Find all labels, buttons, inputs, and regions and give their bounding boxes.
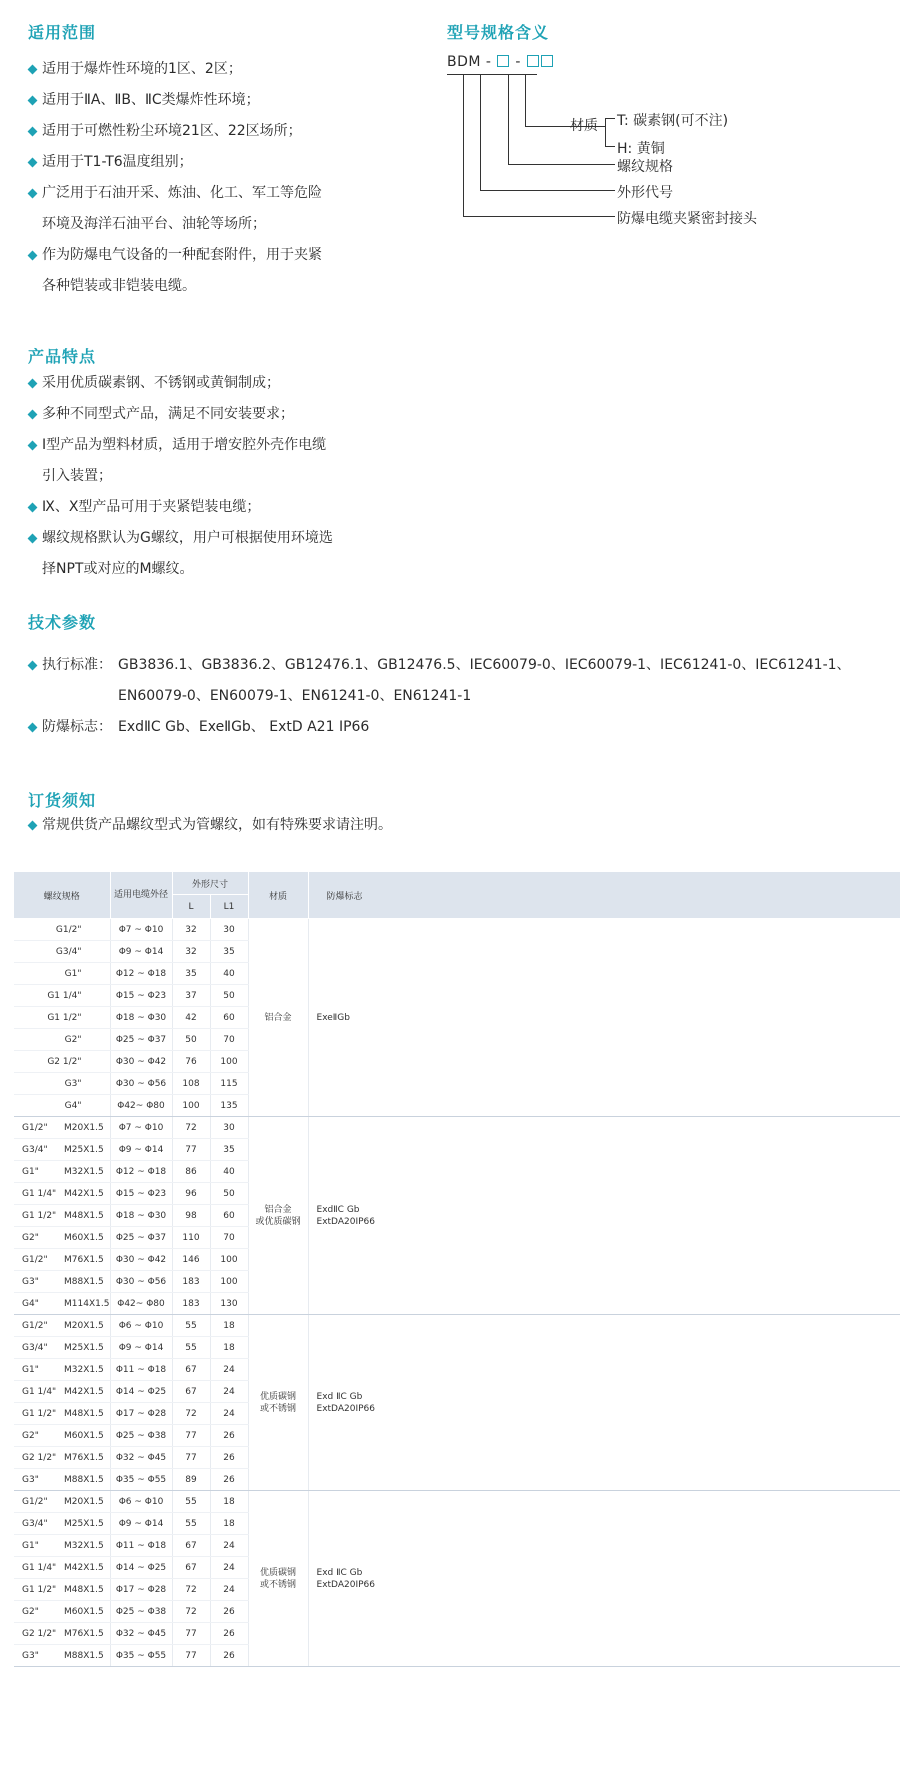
shape-code-label: 外形代号 (617, 185, 673, 201)
l1-cell: 130 (210, 1293, 248, 1315)
thread-cell: G3" M88X1.5 (14, 1271, 110, 1293)
cable-od-cell: Φ32 ~ Φ45 (110, 1623, 172, 1645)
l1-cell: 24 (210, 1403, 248, 1425)
l-cell: 50 (172, 1029, 210, 1051)
l1-cell: 24 (210, 1579, 248, 1601)
l1-cell: 70 (210, 1029, 248, 1051)
material-cell: 优质碳钢 或不锈钢 (248, 1491, 308, 1667)
cable-od-cell: Φ35 ~ Φ55 (110, 1469, 172, 1491)
standard-row (28, 650, 851, 681)
l1-cell: 18 (210, 1513, 248, 1535)
cable-od-cell: Φ42~ Φ80 (110, 1293, 172, 1315)
list-item: 螺纹规格默认为G螺纹，用户可根据使用环境选 择NPT或对应的M螺纹。 (28, 523, 333, 585)
cable-od-cell: Φ18 ~ Φ30 (110, 1205, 172, 1227)
thread-cell: G4" M114X1.5 (14, 1293, 110, 1315)
l1-cell: 30 (210, 1117, 248, 1139)
cable-od-cell: Φ30 ~ Φ42 (110, 1051, 172, 1073)
material-cell: 铝合金 (248, 919, 308, 1117)
cable-od-cell: Φ6 ~ Φ10 (110, 1491, 172, 1513)
cable-od-cell: Φ30 ~ Φ42 (110, 1249, 172, 1271)
thread-cell: G1/2" M20X1.5 (14, 1117, 110, 1139)
l-cell: 67 (172, 1381, 210, 1403)
cable-od-cell: Φ7 ~ Φ10 (110, 919, 172, 941)
l1-cell: 100 (210, 1271, 248, 1293)
l1-cell: 24 (210, 1359, 248, 1381)
ex-mark-cell: ExdⅡC Gb ExtDA20IP66 (308, 1117, 900, 1315)
l1-cell: 26 (210, 1623, 248, 1645)
model-code-prefix: BDM (447, 54, 481, 70)
cable-od-cell: Φ6 ~ Φ10 (110, 1315, 172, 1337)
model-code: BDM - - (447, 54, 554, 70)
cable-od-cell: Φ9 ~ Φ14 (110, 941, 172, 963)
material-cell: 优质碳钢 或不锈钢 (248, 1315, 308, 1491)
scope-list (28, 54, 322, 302)
table-row (14, 1315, 900, 1337)
bullet-diamond-icon (28, 251, 38, 261)
thread-cell: G1 1/2" M48X1.5 (14, 1579, 110, 1601)
cable-od-cell: Φ11 ~ Φ18 (110, 1535, 172, 1557)
l1-cell: 30 (210, 919, 248, 941)
cable-od-cell: Φ9 ~ Φ14 (110, 1337, 172, 1359)
header-dims: 外形尺寸 (172, 872, 248, 895)
l-cell: 100 (172, 1095, 210, 1117)
thread-cell: G3/4" M25X1.5 (14, 1139, 110, 1161)
l-cell: 55 (172, 1491, 210, 1513)
cable-od-cell: Φ25 ~ Φ37 (110, 1227, 172, 1249)
thread-spec-label: 螺纹规格 (617, 159, 673, 175)
thread-cell: G1/2" (14, 919, 110, 941)
cable-od-cell: Φ15 ~ Φ23 (110, 985, 172, 1007)
l-cell: 72 (172, 1579, 210, 1601)
table-row (14, 1117, 900, 1139)
bullet-diamond-icon (28, 189, 38, 199)
l1-cell: 24 (210, 1381, 248, 1403)
list-item: 作为防爆电气设备的一种配套附件，用于夹紧 各种铠装或非铠装电缆。 (28, 240, 322, 302)
l1-cell: 135 (210, 1095, 248, 1117)
header-material: 材质 (248, 872, 308, 919)
l-cell: 86 (172, 1161, 210, 1183)
cable-od-cell: Φ30 ~ Φ56 (110, 1271, 172, 1293)
tech-title: 技术参数 (28, 613, 97, 632)
model-title: 型号规格含义 (447, 23, 550, 42)
thread-cell: G1/2" M76X1.5 (14, 1249, 110, 1271)
l1-cell: 18 (210, 1337, 248, 1359)
l-cell: 77 (172, 1447, 210, 1469)
thread-cell: G1 1/2" M48X1.5 (14, 1403, 110, 1425)
thread-cell: G1 1/4" (14, 985, 110, 1007)
list-item: 多种不同型式产品，满足不同安装要求； (28, 399, 333, 430)
thread-cell: G3/4" M25X1.5 (14, 1513, 110, 1535)
thread-cell: G1" M32X1.5 (14, 1359, 110, 1381)
l-cell: 146 (172, 1249, 210, 1271)
l1-cell: 60 (210, 1007, 248, 1029)
cable-od-cell: Φ17 ~ Φ28 (110, 1403, 172, 1425)
l1-cell: 24 (210, 1535, 248, 1557)
model-diagram (447, 50, 867, 250)
thread-cell: G2" M60X1.5 (14, 1227, 110, 1249)
l-cell: 183 (172, 1293, 210, 1315)
list-item: 适用于ⅡA、ⅡB、ⅡC类爆炸性环境； (28, 85, 322, 116)
l-cell: 55 (172, 1337, 210, 1359)
cable-od-cell: Φ42~ Φ80 (110, 1095, 172, 1117)
cable-od-cell: Φ11 ~ Φ18 (110, 1359, 172, 1381)
list-item: 采用优质碳素钢、不锈钢或黄铜制成； (28, 368, 333, 399)
l-cell: 32 (172, 941, 210, 963)
cable-od-cell: Φ14 ~ Φ25 (110, 1557, 172, 1579)
cable-od-cell: Φ9 ~ Φ14 (110, 1139, 172, 1161)
order-title: 订货须知 (28, 791, 97, 810)
l1-cell: 26 (210, 1601, 248, 1623)
cable-od-cell: Φ30 ~ Φ56 (110, 1073, 172, 1095)
cable-od-cell: Φ25 ~ Φ38 (110, 1601, 172, 1623)
l-cell: 55 (172, 1315, 210, 1337)
cable-od-cell: Φ12 ~ Φ18 (110, 1161, 172, 1183)
cable-od-cell: Φ9 ~ Φ14 (110, 1513, 172, 1535)
thread-cell: G1 1/2" (14, 1007, 110, 1029)
thread-cell: G3/4" M25X1.5 (14, 1337, 110, 1359)
material-t: T: 碳素钢(可不注) (617, 113, 729, 129)
material-box-icon (541, 55, 553, 67)
table-row (14, 1491, 900, 1513)
cable-od-cell: Φ18 ~ Φ30 (110, 1007, 172, 1029)
bullet-diamond-icon (28, 65, 38, 75)
l1-cell: 35 (210, 1139, 248, 1161)
thread-cell: G2 1/2" (14, 1051, 110, 1073)
header-thread: 螺纹规格 (14, 872, 110, 919)
l1-cell: 18 (210, 1491, 248, 1513)
list-item: I型产品为塑料材质，适用于增安腔外壳作电缆 引入装置； (28, 430, 333, 492)
l1-cell: 100 (210, 1051, 248, 1073)
list-item: 适用于T1-T6温度组别； (28, 147, 322, 178)
bullet-diamond-icon (28, 534, 38, 544)
thread-cell: G2" M60X1.5 (14, 1425, 110, 1447)
bullet-diamond-icon (28, 661, 38, 671)
cable-od-cell: Φ14 ~ Φ25 (110, 1381, 172, 1403)
thread-cell: G1/2" M20X1.5 (14, 1315, 110, 1337)
bullet-diamond-icon (28, 723, 38, 733)
product-name-label: 防爆电缆夹紧密封接头 (617, 211, 757, 227)
thread-cell: G3" (14, 1073, 110, 1095)
l1-cell: 18 (210, 1315, 248, 1337)
list-item: 广泛用于石油开采、炼油、化工、军工等危险 环境及海洋石油平台、油轮等场所； (28, 178, 322, 240)
shape-box-icon (497, 55, 509, 67)
thread-cell: G3/4" (14, 941, 110, 963)
table-row (14, 919, 900, 941)
material-h: H: 黄铜 (617, 141, 665, 157)
l1-cell: 26 (210, 1645, 248, 1667)
l-cell: 67 (172, 1359, 210, 1381)
l-cell: 76 (172, 1051, 210, 1073)
l1-cell: 115 (210, 1073, 248, 1095)
material-cell: 铝合金 或优质碳钢 (248, 1117, 308, 1315)
thread-cell: G2" (14, 1029, 110, 1051)
l-cell: 55 (172, 1513, 210, 1535)
l-cell: 77 (172, 1139, 210, 1161)
thread-cell: G2 1/2" M76X1.5 (14, 1623, 110, 1645)
list-item: Ⅸ、Ⅹ型产品可用于夹紧铠装电缆； (28, 492, 333, 523)
tech-params (28, 650, 851, 743)
l-cell: 35 (172, 963, 210, 985)
thread-cell: G1" M32X1.5 (14, 1161, 110, 1183)
l-cell: 67 (172, 1535, 210, 1557)
thread-box-icon (527, 55, 539, 67)
cable-od-cell: Φ35 ~ Φ55 (110, 1645, 172, 1667)
thread-cell: G2" M60X1.5 (14, 1601, 110, 1623)
standard-line-1: GB3836.1、GB3836.2、GB12476.1、GB12476.5、IEC60079-0、IEC60079-1、IEC61241-0、IEC61241-1、 (118, 657, 851, 673)
standard-label: 执行标准： (42, 657, 112, 673)
cable-od-cell: Φ7 ~ Φ10 (110, 1117, 172, 1139)
l-cell: 96 (172, 1183, 210, 1205)
thread-cell: G1 1/4" M42X1.5 (14, 1381, 110, 1403)
l1-cell: 60 (210, 1205, 248, 1227)
bullet-diamond-icon (28, 441, 38, 451)
ex-mark-row (28, 712, 851, 743)
l-cell: 77 (172, 1645, 210, 1667)
cable-od-cell: Φ32 ~ Φ45 (110, 1447, 172, 1469)
thread-cell: G1 1/4" M42X1.5 (14, 1557, 110, 1579)
scope-title: 适用范围 (28, 23, 97, 42)
thread-cell: G1 1/4" M42X1.5 (14, 1183, 110, 1205)
ex-mark-cell: Exd ⅡC Gb ExtDA20IP66 (308, 1491, 900, 1667)
features-title: 产品特点 (28, 347, 97, 366)
list-item: 适用于可燃性粉尘环境21区、22区场所； (28, 116, 322, 147)
l-cell: 67 (172, 1557, 210, 1579)
l1-cell: 40 (210, 963, 248, 985)
ex-mark-label: 防爆标志： (42, 719, 112, 735)
l1-cell: 50 (210, 985, 248, 1007)
ex-mark-cell: ExeⅡGb (308, 919, 900, 1117)
spec-table (14, 872, 900, 1667)
order-item: 常规供货产品螺纹型式为管螺纹，如有特殊要求请注明。 (28, 810, 392, 841)
l-cell: 98 (172, 1205, 210, 1227)
bullet-diamond-icon (28, 127, 38, 137)
ex-mark-value: ExdⅡC Gb、ExeⅡGb、 ExtD A21 IP66 (118, 719, 370, 735)
header-l: L (172, 895, 210, 919)
list-item: 适用于爆炸性环境的1区、2区； (28, 54, 322, 85)
cable-od-cell: Φ17 ~ Φ28 (110, 1579, 172, 1601)
thread-cell: G3" M88X1.5 (14, 1469, 110, 1491)
l1-cell: 26 (210, 1425, 248, 1447)
l-cell: 72 (172, 1601, 210, 1623)
standard-line-2: EN60079-0、EN60079-1、EN61241-0、EN61241-1 (118, 688, 472, 704)
bullet-diamond-icon (28, 158, 38, 168)
standard-row-2 (28, 681, 851, 712)
l-cell: 72 (172, 1117, 210, 1139)
l1-cell: 26 (210, 1447, 248, 1469)
bullet-diamond-icon (28, 821, 38, 831)
l1-cell: 50 (210, 1183, 248, 1205)
header-l1: L1 (210, 895, 248, 919)
l-cell: 42 (172, 1007, 210, 1029)
l1-cell: 40 (210, 1161, 248, 1183)
l-cell: 72 (172, 1403, 210, 1425)
thread-cell: G1" M32X1.5 (14, 1535, 110, 1557)
l-cell: 89 (172, 1469, 210, 1491)
l1-cell: 35 (210, 941, 248, 963)
header-cable-od: 适用电缆外径 (110, 872, 172, 919)
thread-cell: G4" (14, 1095, 110, 1117)
bullet-diamond-icon (28, 410, 38, 420)
l-cell: 77 (172, 1425, 210, 1447)
cable-od-cell: Φ15 ~ Φ23 (110, 1183, 172, 1205)
thread-cell: G1 1/2" M48X1.5 (14, 1205, 110, 1227)
l1-cell: 70 (210, 1227, 248, 1249)
thread-cell: G3" M88X1.5 (14, 1645, 110, 1667)
l-cell: 183 (172, 1271, 210, 1293)
bullet-diamond-icon (28, 96, 38, 106)
thread-cell: G1" (14, 963, 110, 985)
cable-od-cell: Φ12 ~ Φ18 (110, 963, 172, 985)
ex-mark-cell: Exd ⅡC Gb ExtDA20IP66 (308, 1315, 900, 1491)
l-cell: 37 (172, 985, 210, 1007)
spec-table-body (14, 919, 900, 1667)
order-list (28, 810, 392, 841)
l-cell: 110 (172, 1227, 210, 1249)
bullet-diamond-icon (28, 503, 38, 513)
thread-cell: G1/2" M20X1.5 (14, 1491, 110, 1513)
header-mark: 防爆标志 (308, 872, 900, 919)
cable-od-cell: Φ25 ~ Φ38 (110, 1425, 172, 1447)
l-cell: 32 (172, 919, 210, 941)
features-list (28, 368, 333, 585)
thread-cell: G2 1/2" M76X1.5 (14, 1447, 110, 1469)
l-cell: 108 (172, 1073, 210, 1095)
l1-cell: 24 (210, 1557, 248, 1579)
l-cell: 77 (172, 1623, 210, 1645)
l1-cell: 100 (210, 1249, 248, 1271)
bullet-diamond-icon (28, 379, 38, 389)
l1-cell: 26 (210, 1469, 248, 1491)
material-label: 材质 (570, 118, 598, 134)
cable-od-cell: Φ25 ~ Φ37 (110, 1029, 172, 1051)
